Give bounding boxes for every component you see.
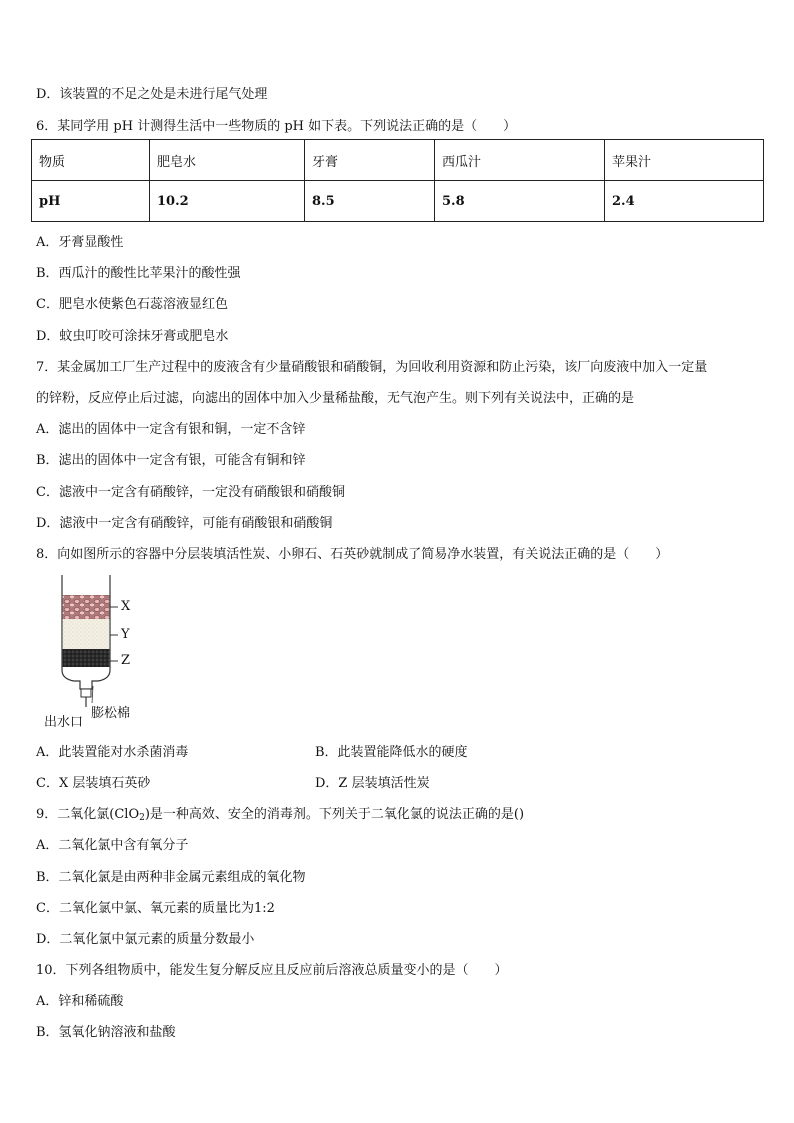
table-cell: 牙膏 [305, 140, 435, 181]
q10-option-b: B．氢氧化钠溶液和盐酸 [36, 1025, 176, 1040]
q9-option-b: B．二氧化氯是由两种非金属元素组成的氧化物 [36, 870, 306, 885]
q5-option-d: D．该装置的不足之处是未进行尾气处理 [36, 87, 268, 102]
q8-option-a: A．此装置能对水杀菌消毒 [36, 745, 189, 760]
q7-option-c: C．滤液中一定含有硝酸锌，一定没有硝酸银和硝酸铜 [36, 485, 345, 500]
q6-option-a: A．牙膏显酸性 [36, 235, 124, 250]
q6-option-c: C．肥皂水使紫色石蕊溶液显红色 [36, 297, 228, 312]
layer-label-x: X [121, 599, 131, 614]
q7-option-a: A．滤出的固体中一定含有银和铜，一定不含锌 [36, 422, 306, 437]
q10-option-a: A．锌和稀硫酸 [36, 994, 124, 1009]
q9-stem-subscript: 2 [139, 813, 145, 823]
table-cell: 8.5 [305, 181, 435, 222]
q9-stem-pre: 9．二氧化氯(ClO [36, 807, 140, 822]
table-cell: 西瓜汁 [435, 140, 605, 181]
outlet-label: 出水口 [44, 715, 84, 730]
q9-stem-post: )是一种高效、安全的消毒剂。下列关于二氧化氯的说法正确的是() [144, 807, 525, 822]
question-9-stem [36, 803, 524, 823]
table-cell: 10.2 [150, 181, 305, 222]
table-row-ph [32, 181, 764, 222]
table-cell: 5.8 [435, 181, 605, 222]
q9-option-d: D．二氧化氯中氯元素的质量分数最小 [36, 932, 255, 947]
q9-option-c: C．二氧化氯中氯、氧元素的质量比为1:2 [36, 901, 275, 916]
table-cell: 肥皂水 [150, 140, 305, 181]
question-7-stem-line2: 的锌粉，反应停止后过滤，向滤出的固体中加入少量稀盐酸，无气泡产生。则下列有关说法中，正确的是 [36, 391, 635, 406]
q7-option-d: D．滤液中一定含有硝酸锌，可能有硝酸银和硝酸铜 [36, 516, 333, 531]
question-10-stem: 10．下列各组物质中，能发生复分解反应且反应前后溶液总质量变小的是（ ） [36, 963, 508, 978]
question-6-stem: 6．某同学用 pH 计测得生活中一些物质的 pH 如下表。下列说法正确的是（ ） [36, 119, 517, 134]
q8-option-d: D．Z 层装填活性炭 [315, 776, 430, 791]
table-row-header [32, 140, 764, 181]
layer-label-z: Z [121, 653, 131, 668]
q8-option-c: C．X 层装填石英砂 [36, 776, 151, 791]
table-cell: 物质 [32, 140, 150, 181]
q7-option-b: B．滤出的固体中一定含有银，可能含有铜和锌 [36, 453, 306, 468]
cotton-label: 膨松棉 [91, 706, 131, 721]
q8-option-b: B．此装置能降低水的硬度 [315, 745, 468, 760]
q6-option-b: B．西瓜汁的酸性比苹果汁的酸性强 [36, 266, 241, 281]
q6-option-d: D．蚊虫叮咬可涂抹牙膏或肥皂水 [36, 329, 229, 344]
ph-table [31, 139, 764, 222]
table-cell: pH [32, 181, 150, 222]
table-cell: 2.4 [605, 181, 764, 222]
q9-option-a: A．二氧化氯中含有氧分子 [36, 838, 189, 853]
question-8-stem: 8．向如图所示的容器中分层装填活性炭、小卵石、石英砂就制成了简易净水装置，有关说法正确的是（ ） [36, 547, 669, 562]
question-7-stem-line1: 7．某金属加工厂生产过程中的废液含有少量硝酸银和硝酸铜，为回收利用资源和防止污染，该厂向废液中加入一定量 [36, 360, 708, 375]
water-filter-figure [44, 575, 164, 730]
layer-label-y: Y [121, 627, 130, 642]
table-cell: 苹果汁 [605, 140, 764, 181]
